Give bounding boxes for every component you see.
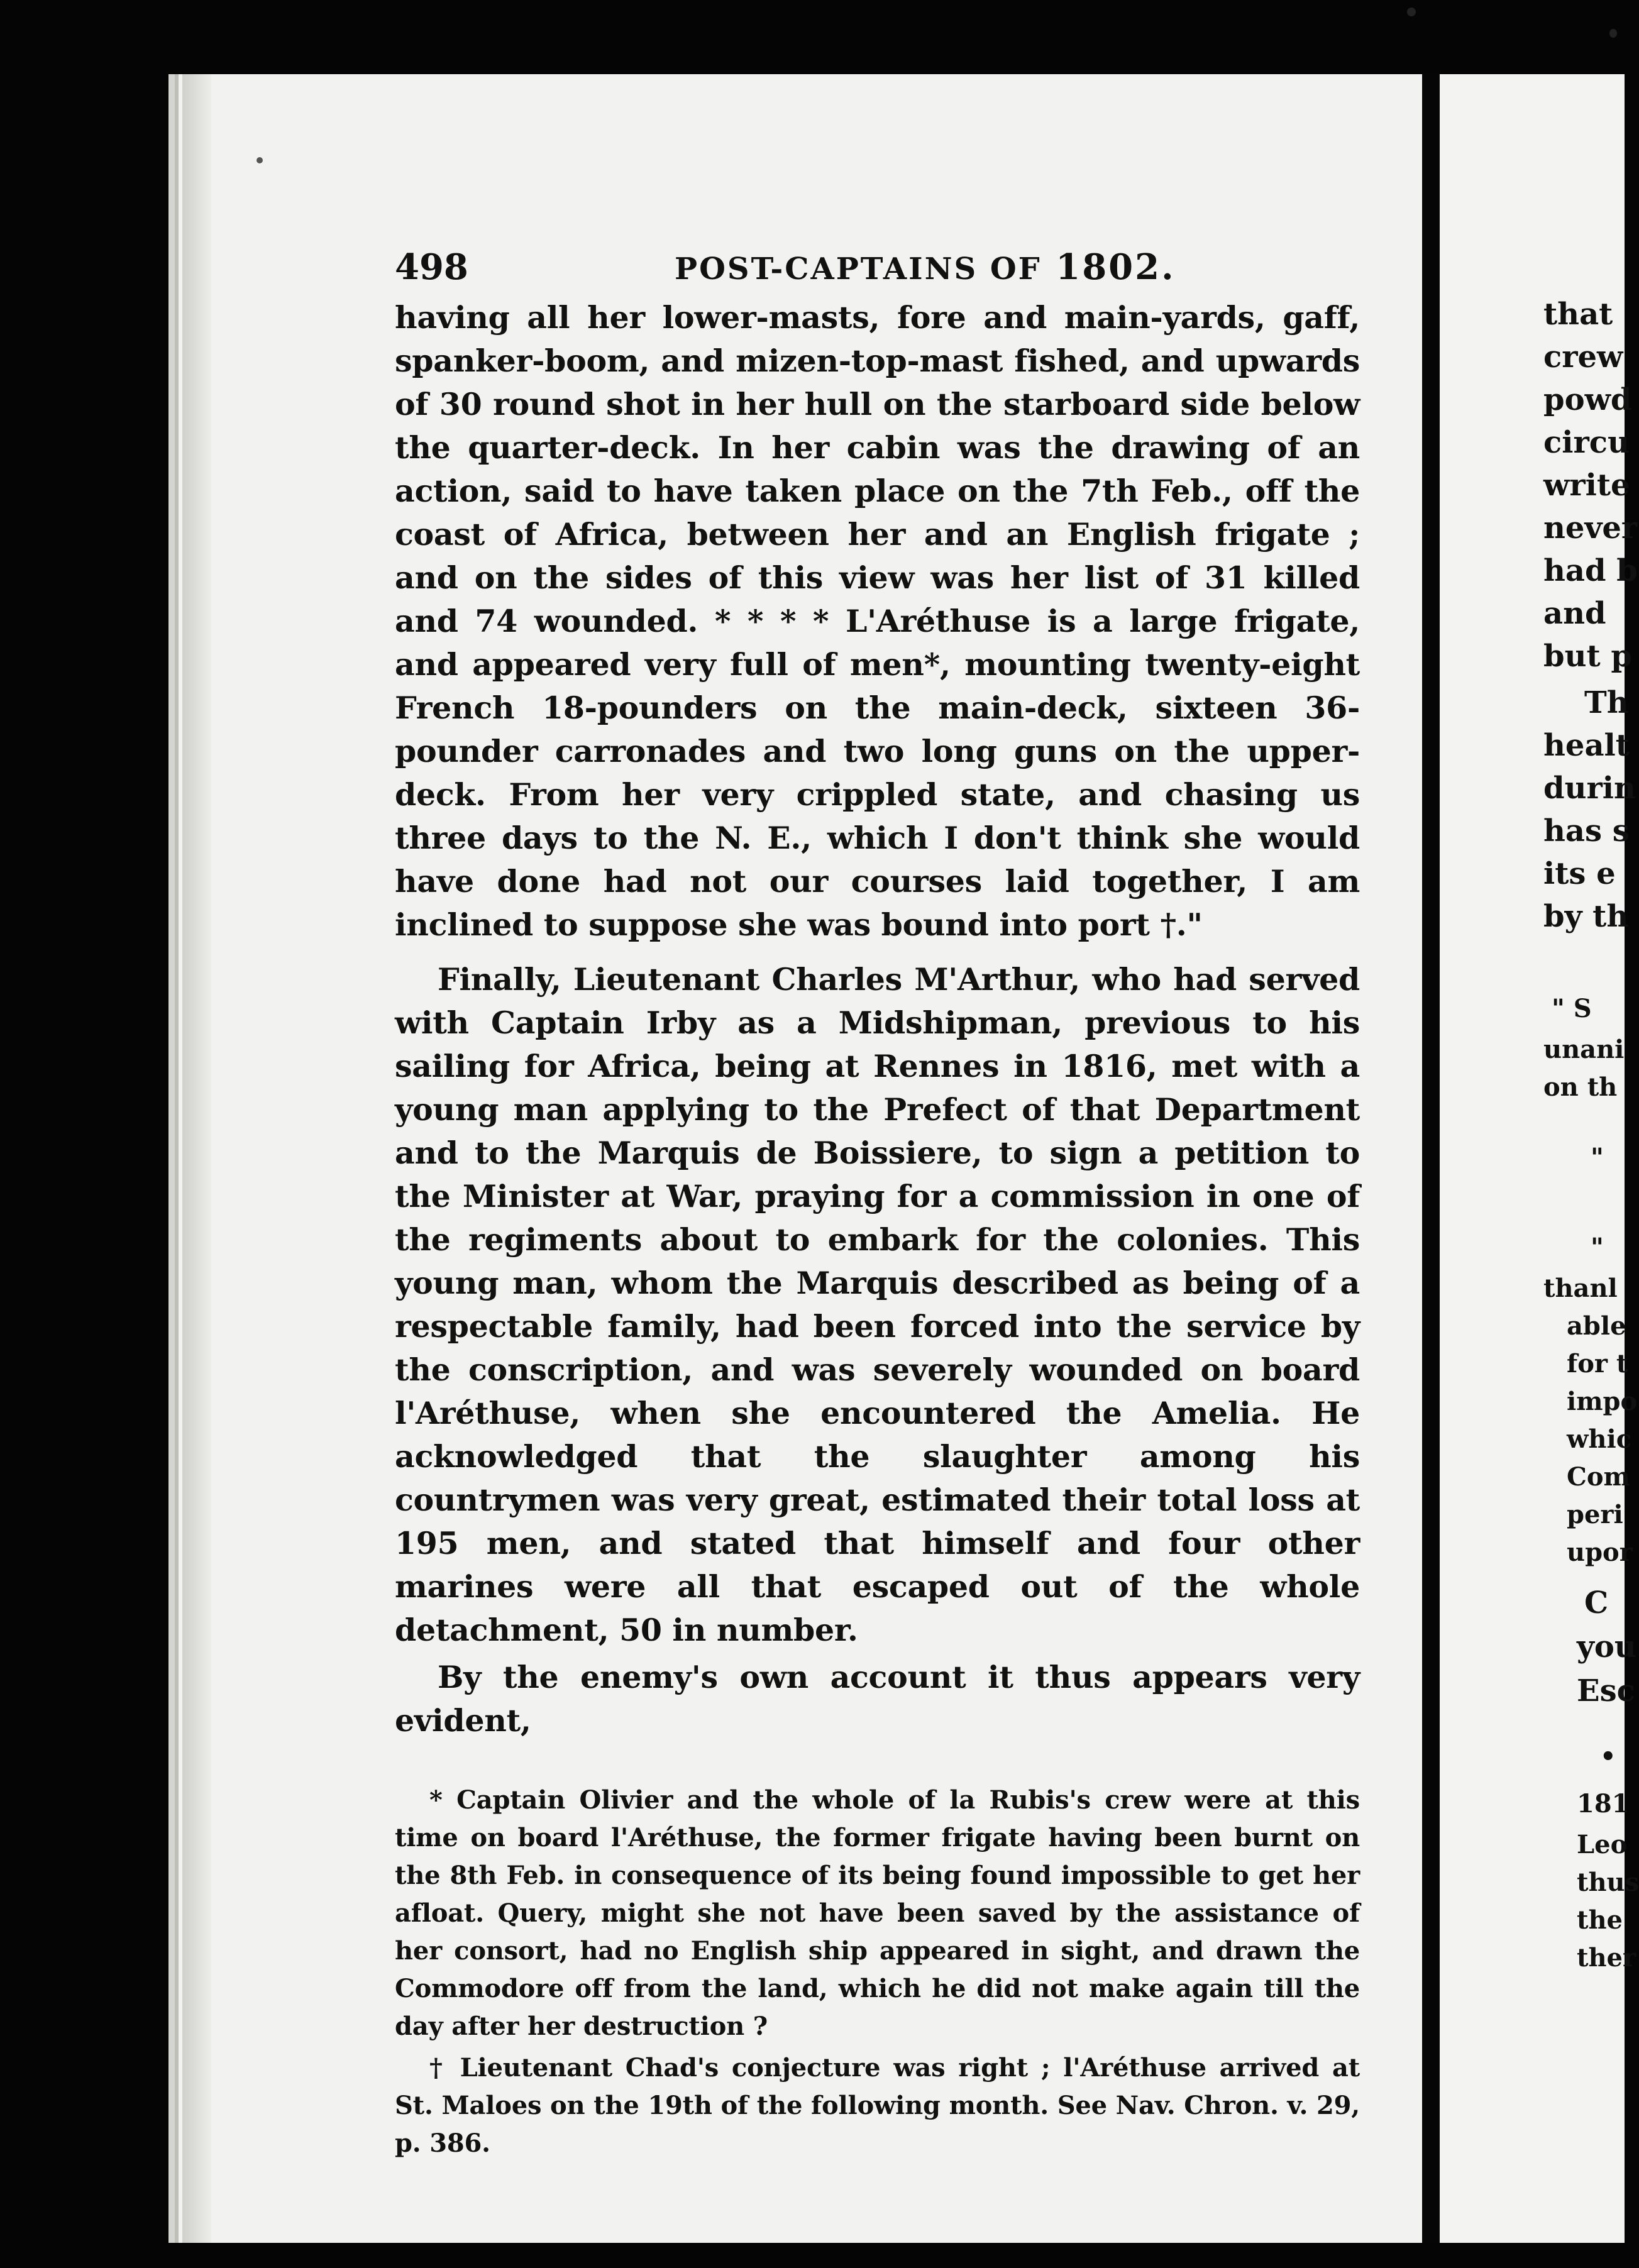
- paragraph-last: By the enemy's own account it thus appears very evident,: [395, 1659, 1360, 1739]
- fragment: the: [1577, 1905, 1623, 1935]
- fragment: never: [1543, 510, 1638, 546]
- fragment: had b: [1543, 553, 1638, 588]
- running-title-year: 1802.: [1056, 246, 1176, 288]
- running-title-prefix: POST-CAPTAINS OF: [675, 251, 1042, 287]
- footnote-asterisk: * Captain Olivier and the whole of la Rubis's crew were at this time on board l'Aréthuse, the former frigate having been burnt on the 8th Feb. in consequence of its being found impossible to get her afloat. Query, might she not have been saved by the assistance of her consort, had no English ship appeared in sight, and drawn the Commodore off from the land, which he did not make again till the day after her destruction ?: [395, 1785, 1360, 2041]
- speck: [257, 157, 263, 163]
- fragment: able: [1567, 1311, 1626, 1341]
- fragment: " S: [1552, 994, 1592, 1023]
- paragraph-continued: having all her lower-masts, fore and main-yards, gaff, spanker-boom, and mizen-top-mast fished, and upwards of 30 round shot in her hull on the starboard side below the quarter-deck. In her cabin was the drawing of an action, said to have taken place on the 7th Feb., off the coast of Africa, between her and an English frigate ; and on the sides of this view was her list of 31 killed and 74 wounded. * * * * L'Aréthuse is a large frigate, and appeared very full of men*, mounting twenty-eight French 18-pounders on the main-deck, sixteen 36-pounder carronades and two long guns on the upper-deck. From her very crippled state, and chasing us three days to the N. E., which I don't think she would have done had not our courses laid together, I am inclined to suppose she was bound into port †.": [395, 299, 1360, 943]
- fragment: unani: [1543, 1035, 1625, 1064]
- fragment: and: [1543, 596, 1606, 631]
- fragment: thus: [1577, 1868, 1639, 1897]
- fragment: Leo: [1577, 1830, 1628, 1859]
- fragment: its e: [1543, 856, 1616, 891]
- running-title: [675, 242, 1176, 294]
- fragment: that: [1543, 297, 1613, 332]
- fragment: Th: [1584, 685, 1629, 720]
- fragment: C: [1584, 1585, 1609, 1621]
- speck: [1609, 29, 1617, 38]
- speck: [1407, 8, 1416, 16]
- paragraph: Finally, Lieutenant Charles M'Arthur, who had served with Captain Irby as a Midshipman, previous to his sailing for Africa, being at Rennes in 1816, met with a young man applying to the Prefect of that Department and to the Marquis de Boissiere, to sign a petition to the Minister at War, praying for a commission in one of the regiments about to embark for the colonies. This young man, whom the Marquis described as being of a respectable family, had been forced into the service by the conscription, and was severely wounded on board l'Aréthuse, when she encountered the Amelia. He acknowledged that the slaughter among his countrymen was very great, estimated their total loss at 195 men, and stated that himself and four other marines were all that escaped out of the whole detachment, 50 in number.: [395, 961, 1360, 1648]
- fragment: durin: [1543, 771, 1636, 806]
- fragment: by th: [1543, 899, 1629, 934]
- fragment: Com: [1567, 1462, 1630, 1492]
- footnote-dagger: † Lieutenant Chad's conjecture was right ; l'Aréthuse arrived at St. Maloes on the 19th of the following month. See Nav. Chron. v. 29, p. 386.: [395, 2053, 1360, 2158]
- fragment: crew: [1543, 339, 1623, 375]
- gutter-shadow: [182, 74, 211, 2243]
- page-number: 498: [395, 246, 468, 288]
- footnotes: [395, 1781, 1360, 2162]
- fragment: •: [1600, 1742, 1616, 1771]
- fragment: Esc: [1577, 1673, 1635, 1709]
- fragment: peri: [1567, 1500, 1623, 1529]
- fragment: but p: [1543, 639, 1632, 674]
- fragment: has s: [1543, 813, 1630, 849]
- fragment: thanl: [1543, 1274, 1618, 1303]
- fragment: upor: [1567, 1538, 1633, 1567]
- fragment: write: [1543, 468, 1630, 503]
- book-fold: [1422, 74, 1440, 2243]
- fragment: circu: [1543, 425, 1630, 460]
- fragment: on th: [1543, 1072, 1618, 1102]
- fragment: whic: [1567, 1424, 1632, 1454]
- fragment: for t: [1567, 1349, 1628, 1379]
- fragment: 181: [1577, 1789, 1630, 1819]
- fragment: impo: [1567, 1387, 1638, 1416]
- fragment: powd: [1543, 382, 1632, 417]
- fragment: healt: [1543, 728, 1630, 763]
- fragment: you: [1577, 1629, 1636, 1665]
- page-text: [395, 242, 1360, 2162]
- fragment: ther: [1577, 1943, 1636, 1973]
- fragment: ": [1591, 1233, 1604, 1262]
- page-header: [395, 242, 1360, 292]
- fragment: ": [1591, 1143, 1604, 1172]
